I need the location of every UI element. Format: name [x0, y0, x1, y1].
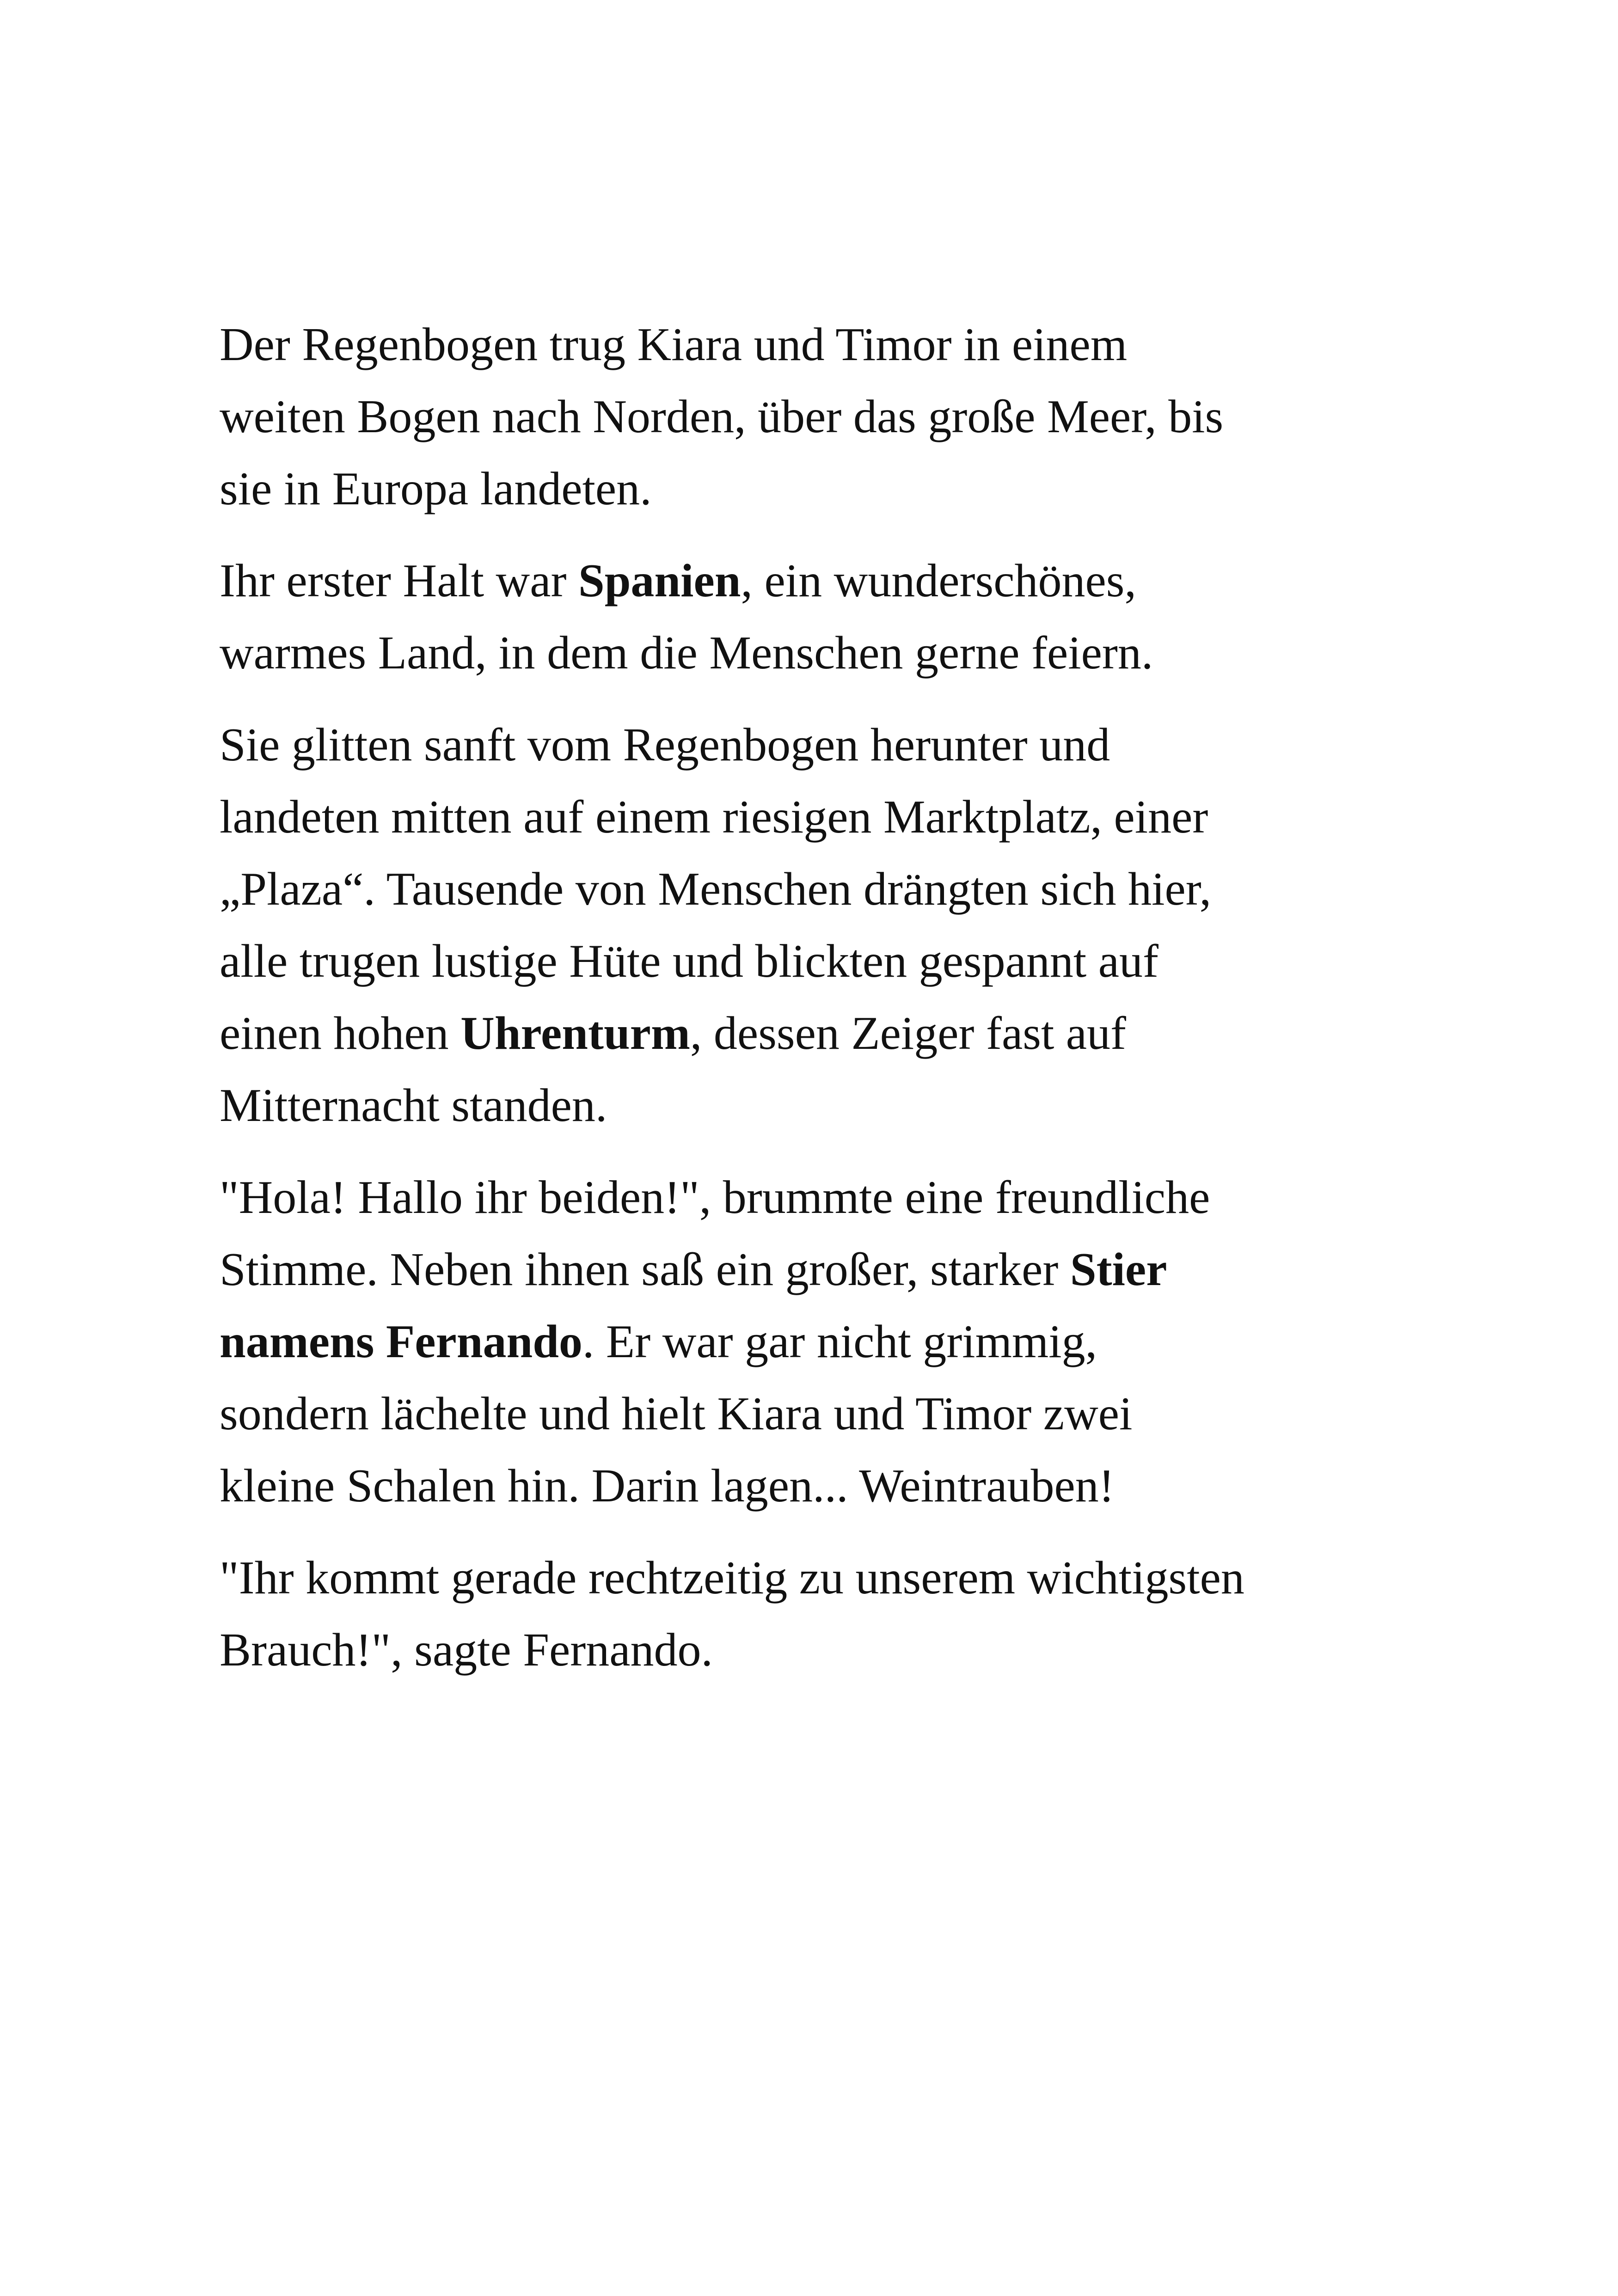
text-line [220, 1378, 1431, 1450]
text-run: "Ihr kommt gerade rechtzeitig zu unserem wichtigsten [220, 1552, 1244, 1604]
text-run: einen hohen [220, 1007, 461, 1059]
text-line [220, 1542, 1431, 1614]
bold-text: Uhrenturm [460, 1007, 690, 1059]
text-line [220, 709, 1431, 781]
text-run: „Plaza“. Tausende von Menschen drängten sich hier, [220, 863, 1212, 915]
text-run: Mitternacht standen. [220, 1079, 607, 1132]
bold-text: namens Fernando [220, 1316, 582, 1368]
text-line [220, 453, 1431, 525]
paragraph [220, 709, 1431, 1142]
text-run: landeten mitten auf einem riesigen Marktplatz, einer [220, 791, 1208, 843]
text-line [220, 545, 1431, 617]
text-line [220, 853, 1431, 925]
paragraph [220, 1542, 1431, 1686]
story-text [220, 309, 1431, 1706]
paragraph [220, 545, 1431, 689]
paragraph [220, 309, 1431, 525]
text-line [220, 1614, 1431, 1686]
text-line [220, 1070, 1431, 1142]
text-line [220, 781, 1431, 853]
text-run: warmes Land, in dem die Menschen gerne feiern. [220, 627, 1153, 679]
paragraph [220, 1162, 1431, 1522]
text-run: Brauch!", sagte Fernando. [220, 1624, 713, 1676]
text-run: Ihr erster Halt war [220, 555, 578, 607]
text-line [220, 309, 1431, 381]
text-line [220, 1162, 1431, 1234]
text-run: kleine Schalen hin. Darin lagen... Weintrauben! [220, 1460, 1115, 1512]
bold-text: Spanien [578, 555, 741, 607]
text-run: , ein wunderschönes, [741, 555, 1136, 607]
text-run: sondern lächelte und hielt Kiara und Timor zwei [220, 1388, 1133, 1440]
text-run: weiten Bogen nach Norden, über das große Meer, bis [220, 391, 1224, 443]
text-line [220, 617, 1431, 689]
text-run: Stimme. Neben ihnen saß ein großer, starker [220, 1243, 1070, 1296]
text-run: "Hola! Hallo ihr beiden!", brummte eine freundliche [220, 1171, 1210, 1224]
text-run: , dessen Zeiger fast auf [690, 1007, 1127, 1059]
text-run: sie in Europa landeten. [220, 463, 652, 515]
text-line [220, 998, 1431, 1070]
text-run: Sie glitten sanft vom Regenbogen herunter und [220, 719, 1110, 771]
text-run: . Er war gar nicht grimmig, [582, 1316, 1097, 1368]
text-line [220, 1306, 1431, 1378]
text-line [220, 925, 1431, 998]
text-run: Der Regenbogen trug Kiara und Timor in einem [220, 318, 1128, 371]
text-line [220, 381, 1431, 453]
text-run: alle trugen lustige Hüte und blickten gespannt auf [220, 935, 1158, 987]
text-line [220, 1450, 1431, 1522]
text-line [220, 1234, 1431, 1306]
bold-text: Stier [1070, 1243, 1167, 1296]
